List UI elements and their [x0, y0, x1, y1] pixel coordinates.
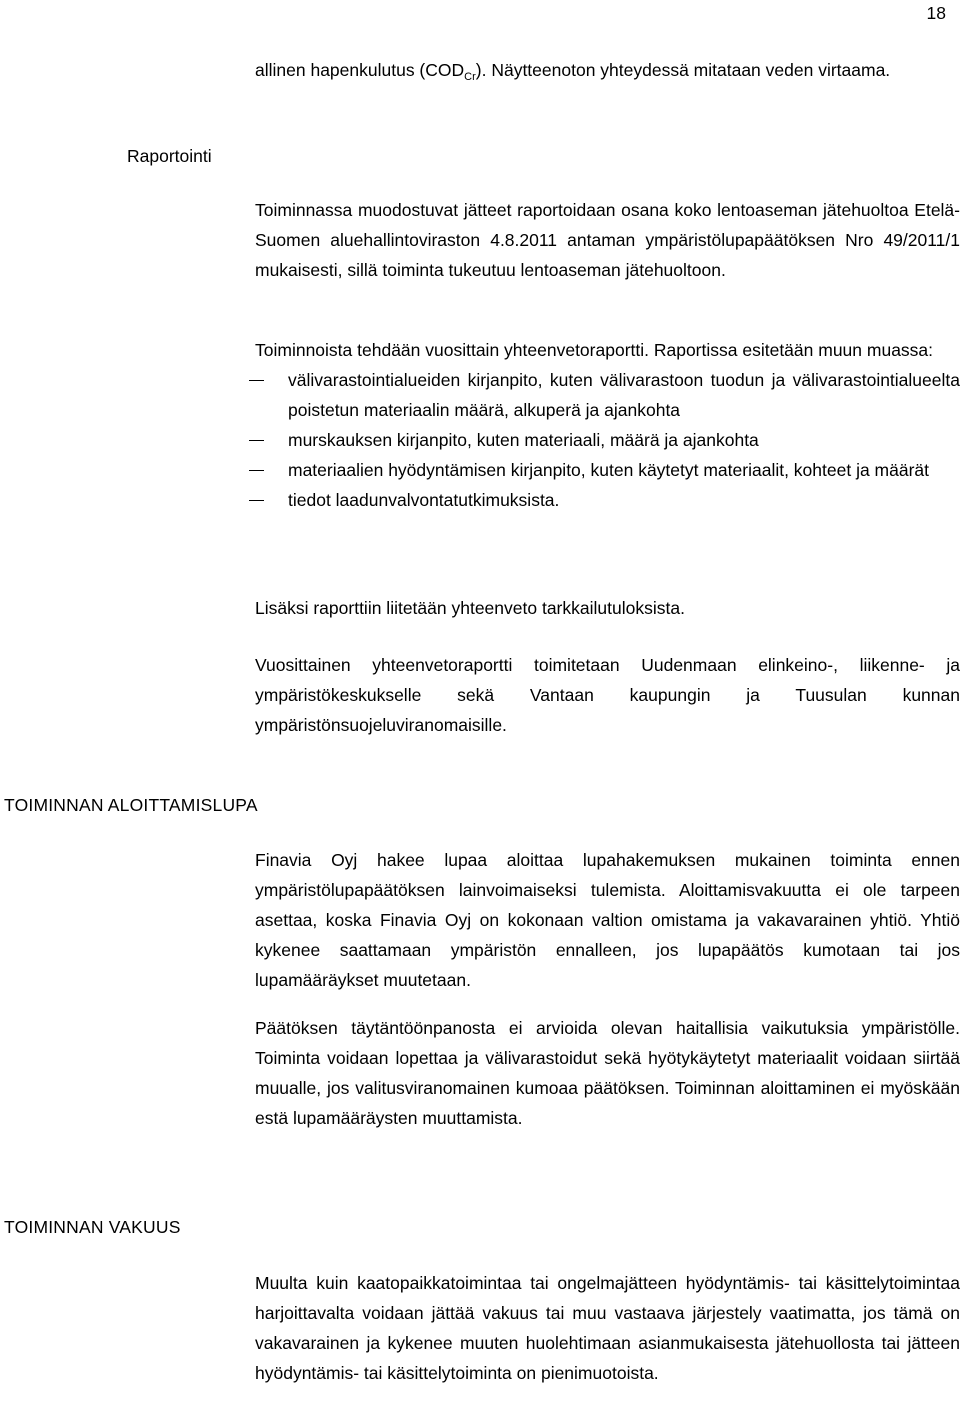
aloittamislupa-text-1: Finavia Oyj hakee lupaa aloittaa lupahakemuksen mukainen toiminta ennen ympäristölupapäätöksen lainvoimaiseksi tulemista. Aloittamisvakuutta ei ole tarpeen asettaa, koska Finavia Oyj on kokonaan valtion omistama ja vakavarainen yhtiö. Yhtiö kykenee saattamaan ympäristön ennalleen, jos lupapäätös kumotaan tai jos lupamääräykset muutetaan.: [255, 850, 960, 990]
list-item: [255, 365, 960, 425]
intro-subscript: Cr: [464, 71, 476, 83]
list-item: [255, 485, 960, 515]
report-contents-list: [255, 365, 960, 515]
list-item-text: murskauksen kirjanpito, kuten materiaali, määrä ja ajankohta: [288, 430, 759, 450]
intro-paragraph: [255, 55, 960, 85]
intro-text-start: allinen hapenkulutus (COD: [255, 60, 465, 80]
list-item-text: tiedot laadunvalvontatutkimuksista.: [288, 490, 560, 510]
raportointi-paragraph-3: [255, 593, 960, 623]
list-item-text: materiaalien hyödyntämisen kirjanpito, kuten käytetyt materiaalit, kohteet ja määrät: [288, 460, 930, 480]
list-item: [255, 455, 960, 485]
raportointi-text-2: Toiminnoista tehdään vuosittain yhteenvetoraportti. Raportissa esitetään muun muassa:: [255, 340, 934, 360]
raportointi-text-1: Toiminnassa muodostuvat jätteet raportoidaan osana koko lentoaseman jätehuoltoa Etelä-Suomen aluehallintoviraston 4.8.2011 antaman ympäristölupapäätöksen Nro 49/2011/1 mukaisesti, sillä toiminta tukeutuu lentoaseman jätehuoltoon.: [255, 200, 960, 280]
list-item-text: välivarastointialueiden kirjanpito, kuten välivarastoon tuodun ja välivarastointialueelta poistetun materiaalin määrä, alkuperä ja ajankohta: [288, 370, 960, 420]
raportointi-paragraph-2: [255, 335, 960, 515]
vakuus-heading: TOIMINNAN VAKUUS: [4, 1217, 181, 1237]
raportointi-paragraph-1: [255, 195, 960, 285]
aloittamislupa-heading: TOIMINNAN ALOITTAMISLUPA: [4, 795, 258, 815]
intro-text-end: ). Näytteenoton yhteydessä mitataan veden virtaama.: [475, 60, 891, 80]
raportointi-heading: Raportointi: [127, 146, 212, 166]
list-item: [255, 425, 960, 455]
raportointi-paragraph-4: [255, 650, 960, 740]
aloittamislupa-paragraph-1: [255, 845, 960, 995]
raportointi-text-4: Vuosittainen yhteenvetoraportti toimitetaan Uudenmaan elinkeino-, liikenne- ja ympäristökeskukselle sekä Vantaan kaupungin ja Tuusulan kunnan ympäristönsuojeluviranomaisille.: [255, 655, 960, 735]
aloittamislupa-paragraph-2: [255, 1013, 960, 1133]
aloittamislupa-text-2: Päätöksen täytäntöönpanosta ei arvioida olevan haitallisia vaikutuksia ympäristölle. Toiminta voidaan lopettaa ja välivarastoidut sekä hyötykäytetyt materiaalit voidaan siirtää muualle, jos valitusviranomainen kumoaa päätöksen. Toiminnan aloittaminen ei myöskään estä lupamääräysten muuttamista.: [255, 1018, 960, 1128]
intro-text: [255, 55, 960, 85]
vakuus-text-1: Muulta kuin kaatopaikkatoimintaa tai ongelmajätteen hyödyntämis- tai käsittelytoimintaa harjoittavalta voidaan jättää vakuus tai muu vastaava järjestely vaatimatta, jos tämä on vakavarainen ja kykenee muuten huolehtimaan asianmukaisesta jätehuollosta tai jätteen hyödyntämis- tai käsittelytoiminta on pienimuotoista.: [255, 1273, 960, 1383]
page-number: 18: [926, 3, 946, 23]
raportointi-text-3: Lisäksi raporttiin liitetään yhteenveto tarkkailutuloksista.: [255, 598, 685, 618]
vakuus-paragraph-1: [255, 1268, 960, 1388]
